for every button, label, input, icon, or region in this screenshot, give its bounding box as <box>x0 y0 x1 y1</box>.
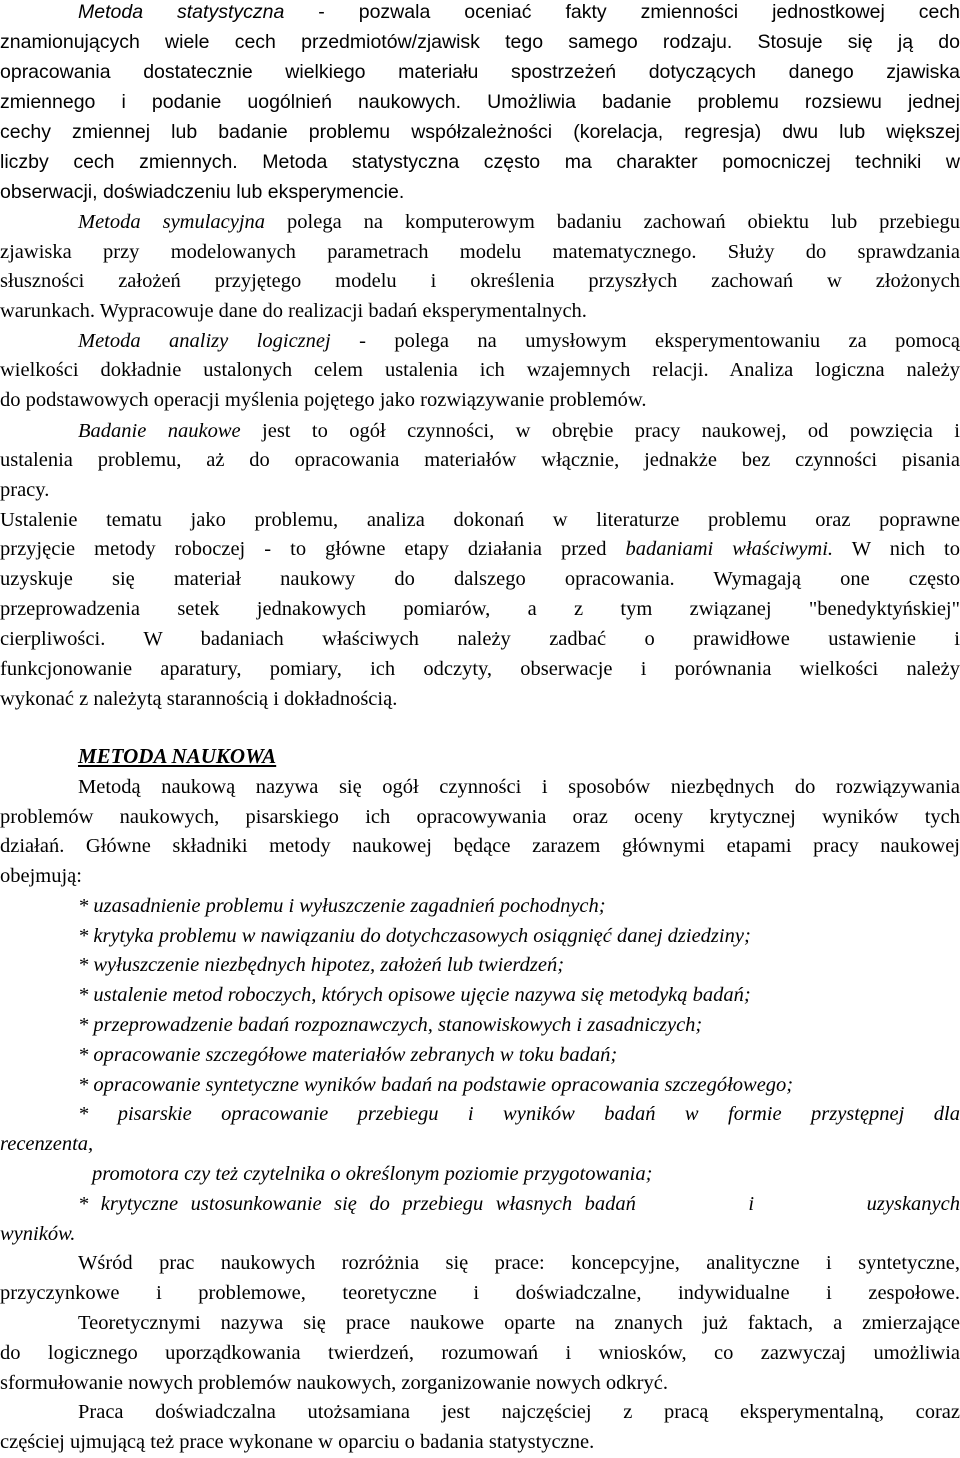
text-line <box>78 0 960 27</box>
text-line: Ustalenie tematu jako problemu, analiza dokonań w literaturze problemu oraz poprawne <box>0 509 960 531</box>
term-italic: Metoda analizy logicznej <box>78 330 331 352</box>
list-item: * opracowanie syntetyczne wyników badań na podstawie opracowania szczegółowego; <box>78 1074 794 1096</box>
list-item: * przeprowadzenie badań rozpoznawczych, stanowiskowych i zasadniczych; <box>78 1014 703 1036</box>
text-line: liczby cech zmiennych. Metoda statystyczna często ma charakter pomocniczej techniki w <box>0 151 960 173</box>
text-span: polega na komputerowym badaniu zachowań obiektu lub przebiegu <box>265 211 960 233</box>
list-item: * krytyczne ustosunkowanie się do przebiegu własnych badań i uzyskanych <box>78 1193 960 1215</box>
text-line: problemów naukowych, pisarskiego ich opracowywania oraz oceny krytycznej wyników tych <box>0 806 960 828</box>
section-heading: METODA NAUKOWA <box>78 744 277 768</box>
text-line: słuszności założeń przyjętego modelu i określenia przyszłych zachowań w złożonych <box>0 270 960 292</box>
term-italic: Badanie naukowe <box>78 420 241 442</box>
list-item: * ustalenie metod roboczych, których opisowe ujęcie nazywa się metodyką badań; <box>78 984 751 1006</box>
text-line: wielkości dokładnie ustalonych celem ustalenia ich wzajemnych relacji. Analiza logiczna należy <box>0 359 960 381</box>
text-line <box>78 416 960 446</box>
text-line <box>78 326 960 356</box>
text-line: znamionujących wiele cech przedmiotów/zjawisk tego samego rodzaju. Stosuje się ją do <box>0 31 960 53</box>
list-item: * krytyka problemu w nawiązaniu do dotychczasowych osiągnięć danej dziedziny; <box>78 925 751 947</box>
text-span: jest to ogół czynności, w obrębie pracy naukowej, od powzięcia i <box>240 420 960 442</box>
text-span: W nich to <box>833 538 960 560</box>
text-line: działań. Główne składniki metody naukowej będące zarazem głównymi etapami pracy naukowej <box>0 835 960 857</box>
text-line: częściej ujmującą też prace wykonane w oparciu o badania statystyczne. <box>0 1431 595 1453</box>
text-line: Praca doświadczalna utożsamiana jest najczęściej z pracą eksperymentalną, coraz <box>78 1401 960 1423</box>
term-italic: Metoda symulacyjna <box>78 211 266 233</box>
text-line: Wśród prac naukowych rozróżnia się prace: koncepcyjne, analityczne i syntetyczne, <box>78 1252 960 1274</box>
text-line: zjawiska przy modelowanych parametrach modelu matematycznego. Służy do sprawdzania <box>0 241 960 263</box>
list-item: wyników. <box>0 1223 76 1245</box>
term-italic: badaniami właściwymi. <box>625 538 834 560</box>
text-line: wykonać z należytą starannością i dokładnością. <box>0 688 398 710</box>
text-line: opracowania dostatecznie wielkiego materiału spostrzeżeń dotyczących danego zjawiska <box>0 61 960 83</box>
text-span: - polega na umysłowym eksperymentowaniu za pomocą <box>330 330 960 352</box>
text-line: przyczynkowe i problemowe, teoretyczne i doświadczalne, indywidualne i zespołowe. <box>0 1282 960 1304</box>
text-line: ustalenia problemu, aż do opracowania materiałów włącznie, jednakże bez czynności pisania <box>0 449 960 471</box>
text-line: przeprowadzenia setek jednakowych pomiarów, a z tym związanej "benedyktyńskiej" <box>0 598 960 620</box>
text-span: - pozwala oceniać fakty zmienności jednostkowej cech <box>284 1 960 23</box>
text-line: obserwacji, doświadczeniu lub eksperymencie. <box>0 181 405 203</box>
term-italic: Metoda statystyczna <box>78 1 285 23</box>
text-line: uzyskuje się materiał naukowy do dalszego opracowania. Wymagają one często <box>0 568 960 590</box>
list-item: * pisarskie opracowanie przebiegu i wyników badań w formie przystępnej dla <box>78 1103 960 1125</box>
text-line: Metodą naukową nazywa się ogół czynności i sposobów niezbędnych do rozwiązywania <box>78 776 960 798</box>
text-line: do podstawowych operacji myślenia pojętego jako rozwiązywanie problemów. <box>0 389 647 411</box>
list-item: recenzenta, <box>0 1133 94 1155</box>
text-line: pracy. <box>0 479 50 501</box>
text-line: obejmują: <box>0 865 82 887</box>
text-line <box>0 534 960 564</box>
text-line <box>78 207 960 237</box>
text-line: zmiennego i podanie uogólnień naukowych. Umożliwia badanie problemu rozsiewu jednej <box>0 91 960 113</box>
list-item: promotora czy też czytelnika o określonym poziomie przygotowania; <box>92 1163 653 1185</box>
text-line: funkcjonowanie aparatury, pomiary, ich odczyty, obserwacje i porównania wielkości należy <box>0 658 960 680</box>
text-line: cechy zmiennej lub badanie problemu współzależności (korelacja, regresja) dwu lub większej <box>0 121 960 143</box>
list-item: * wyłuszczenie niezbędnych hipotez, założeń lub twierdzeń; <box>78 954 565 976</box>
text-line: cierpliwości. W badaniach właściwych należy zadbać o prawidłowe ustawienie i <box>0 628 960 650</box>
text-span: przyjęcie metody roboczej - to główne etapy działania przed <box>0 538 626 560</box>
text-line: Teoretycznymi nazywa się prace naukowe oparte na znanych już faktach, a zmierzające <box>78 1312 960 1334</box>
text-line: do logicznego uporządkowania twierdzeń, rozumowań i wniosków, co zazwyczaj umożliwia <box>0 1342 960 1364</box>
text-line: warunkach. Wypracowuje dane do realizacji badań eksperymentalnych. <box>0 300 587 322</box>
list-item: * opracowanie szczegółowe materiałów zebranych w toku badań; <box>78 1044 618 1066</box>
text-line: sformułowanie nowych problemów naukowych, zorganizowanie nowych odkryć. <box>0 1372 668 1394</box>
list-item: * uzasadnienie problemu i wyłuszczenie zagadnień pochodnych; <box>78 895 606 917</box>
